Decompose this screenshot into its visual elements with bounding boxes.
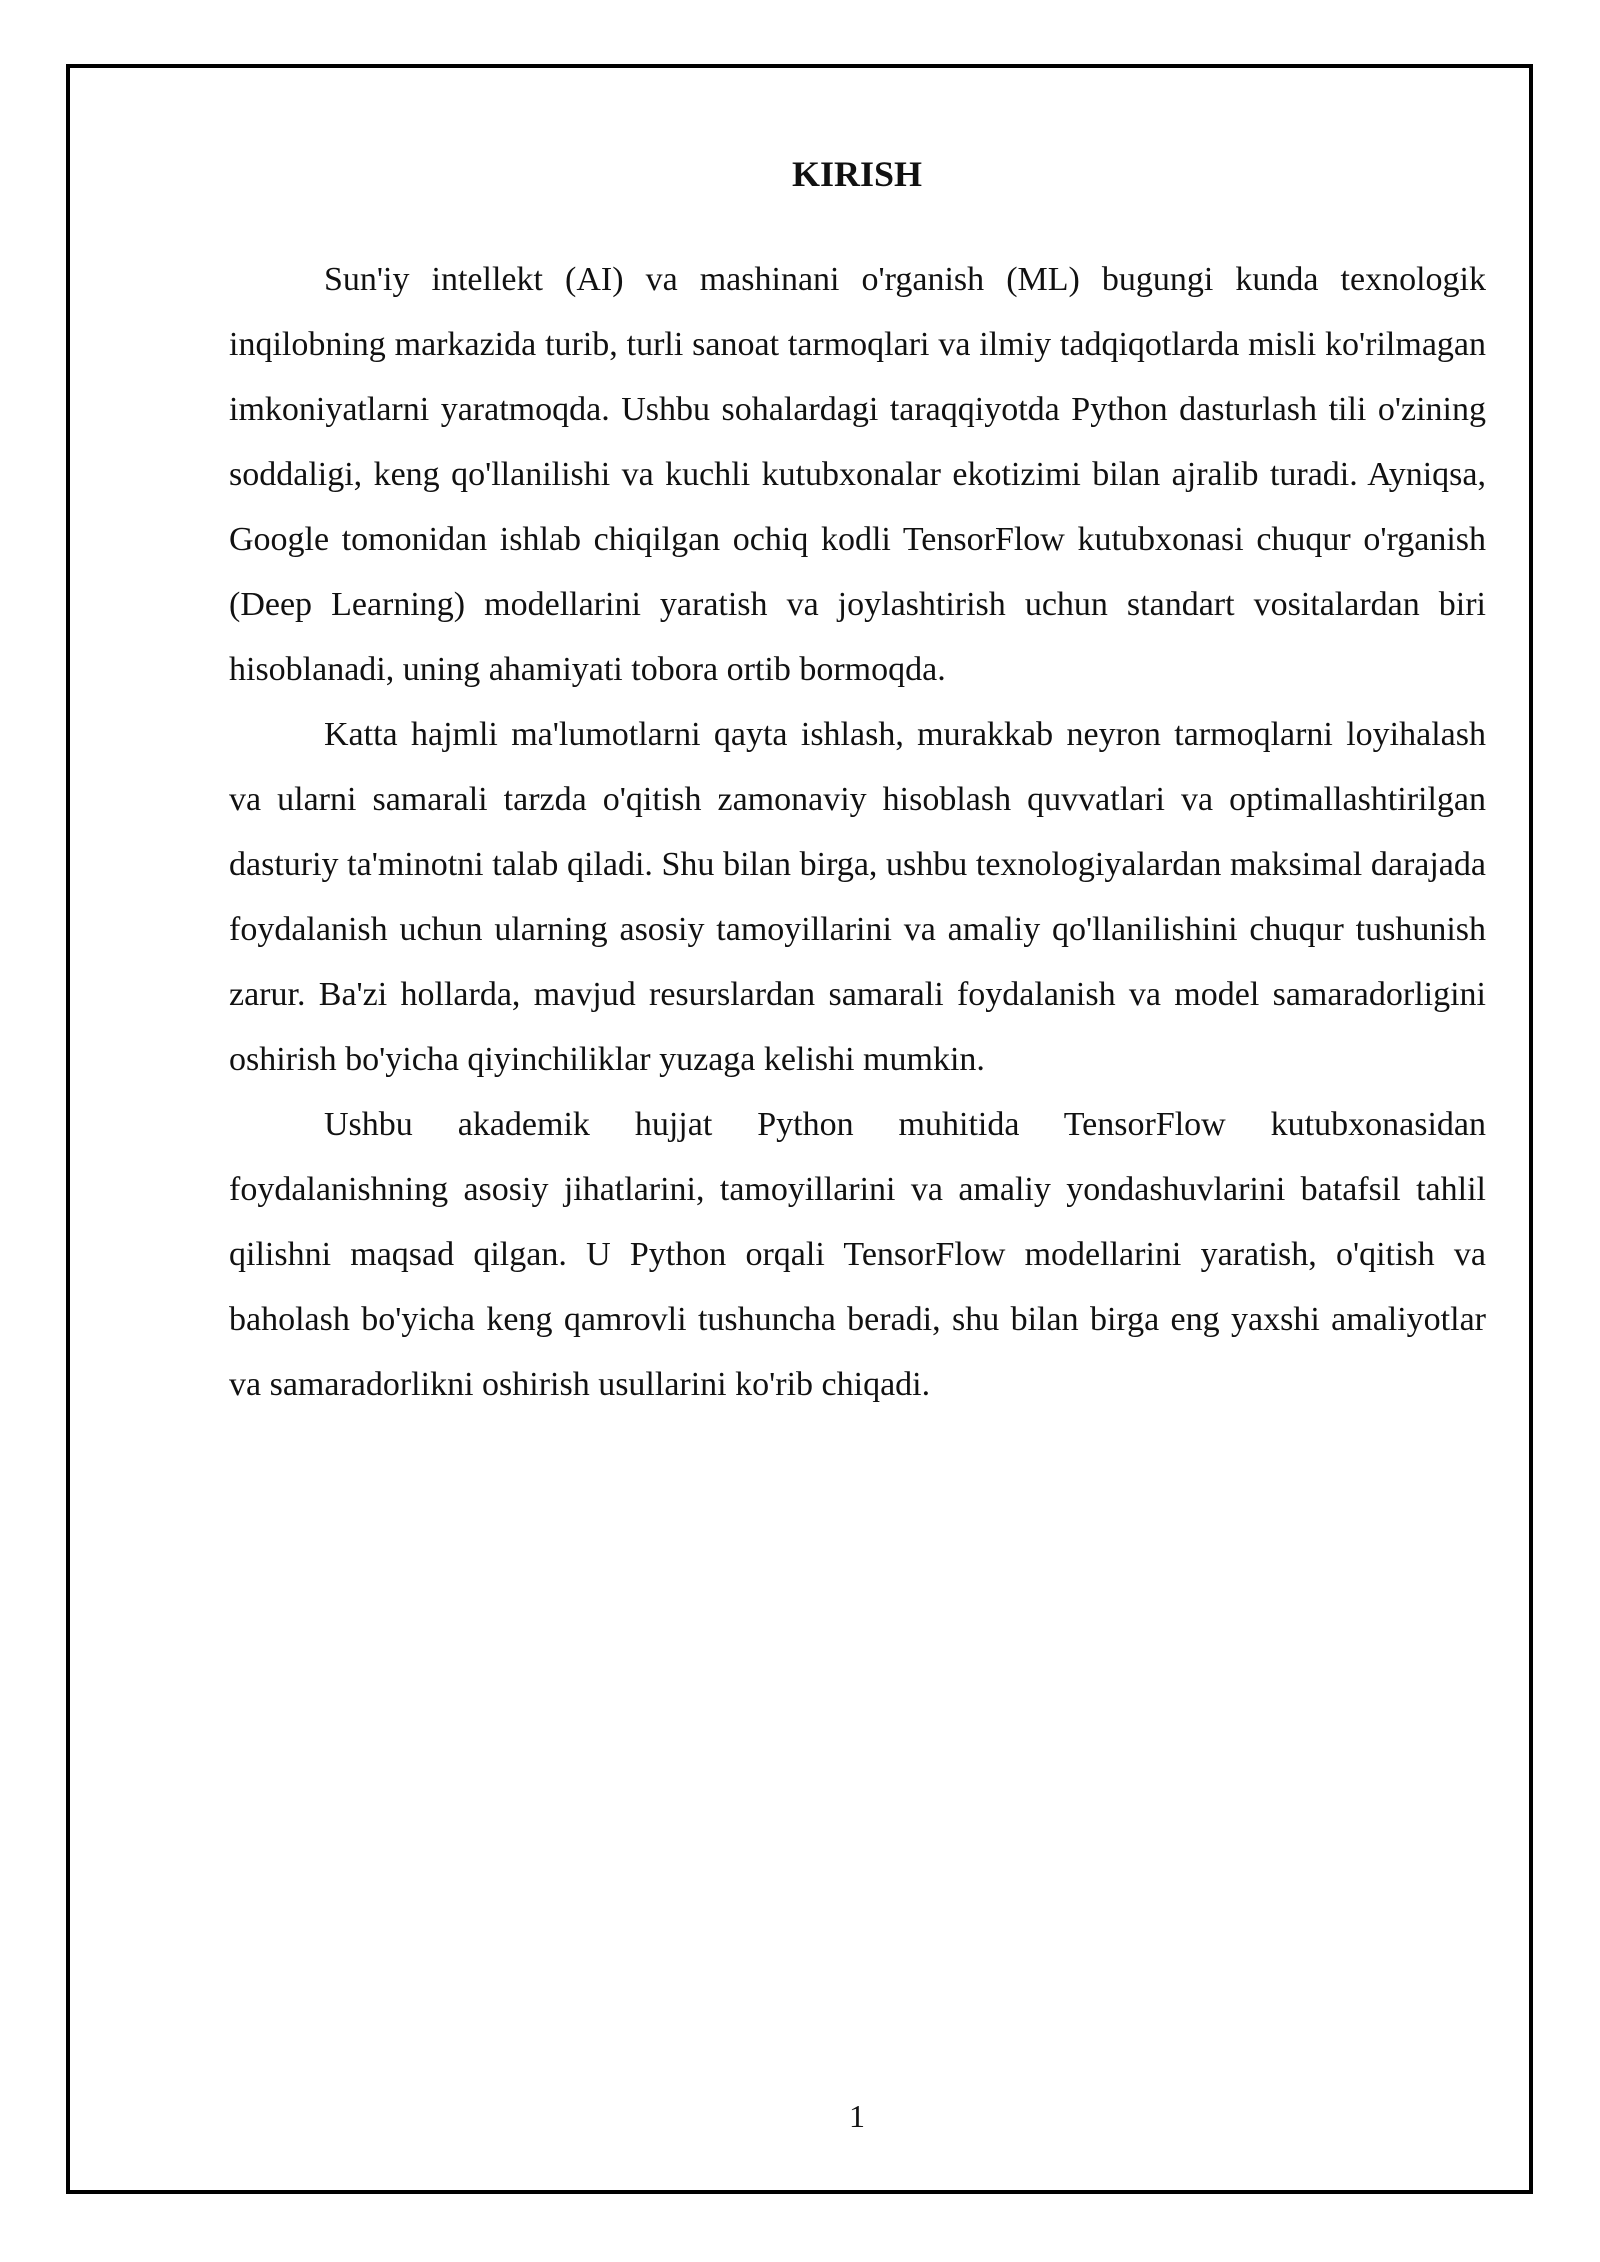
body-text xyxy=(229,247,1486,1417)
page-title: KIRISH xyxy=(791,154,923,194)
paragraph-1: Sun'iy intellekt (AI) va mashinani o'rganish (ML) bugungi kunda texnologik inqilobning markazida turib, turli sanoat tarmoqlari va ilmiy tadqiqotlarda misli ko'rilmagan imkoniyatlarni yaratmoqda. Ushbu sohalardagi taraqqiyotda Python dasturlash tili o'zining soddaligi, keng qo'llanilishi va kuchli kutubxonalar ekotizimi bilan ajralib turadi. Ayniqsa, Google tomonidan ishlab chiqilgan ochiq kodli TensorFlow kutubxonasi chuqur o'rganish (Deep Learning) modellarini yaratish va joylashtirish uchun standart vositalardan biri hisoblanadi, uning ahamiyati tobora ortib bormoqda. xyxy=(229,261,1486,688)
paragraph-2: Katta hajmli ma'lumotlarni qayta ishlash, murakkab neyron tarmoqlarni loyihalash va ularni samarali tarzda o'qitish zamonaviy hisoblash quvvatlari va optimallashtirilgan dasturiy ta'minotni talab qiladi. Shu bilan birga, ushbu texnologiyalardan maksimal darajada foydalanish uchun ularning asosiy tamoyillarini va amaliy qo'llanilishini chuqur tushunish zarur. Ba'zi hollarda, mavjud resurslardan samarali foydalanish va model samaradorligini oshirish bo'yicha qiyinchiliklar yuzaga kelishi mumkin. xyxy=(229,716,1486,1078)
page-number: 1 xyxy=(849,2098,865,2134)
paragraph-3: Ushbu akademik hujjat Python muhitida TensorFlow kutubxonasidan foydalanishning asosiy jihatlarini, tamoyillarini va amaliy yondashuvlarini batafsil tahlil qilishni maqsad qilgan. U Python orqali TensorFlow modellarini yaratish, o'qitish va baholash bo'yicha keng qamrovli tushuncha beradi, shu bilan birga eng yaxshi amaliyotlar va samaradorlikni oshirish usullarini ko'rib chiqadi. xyxy=(229,1106,1486,1403)
